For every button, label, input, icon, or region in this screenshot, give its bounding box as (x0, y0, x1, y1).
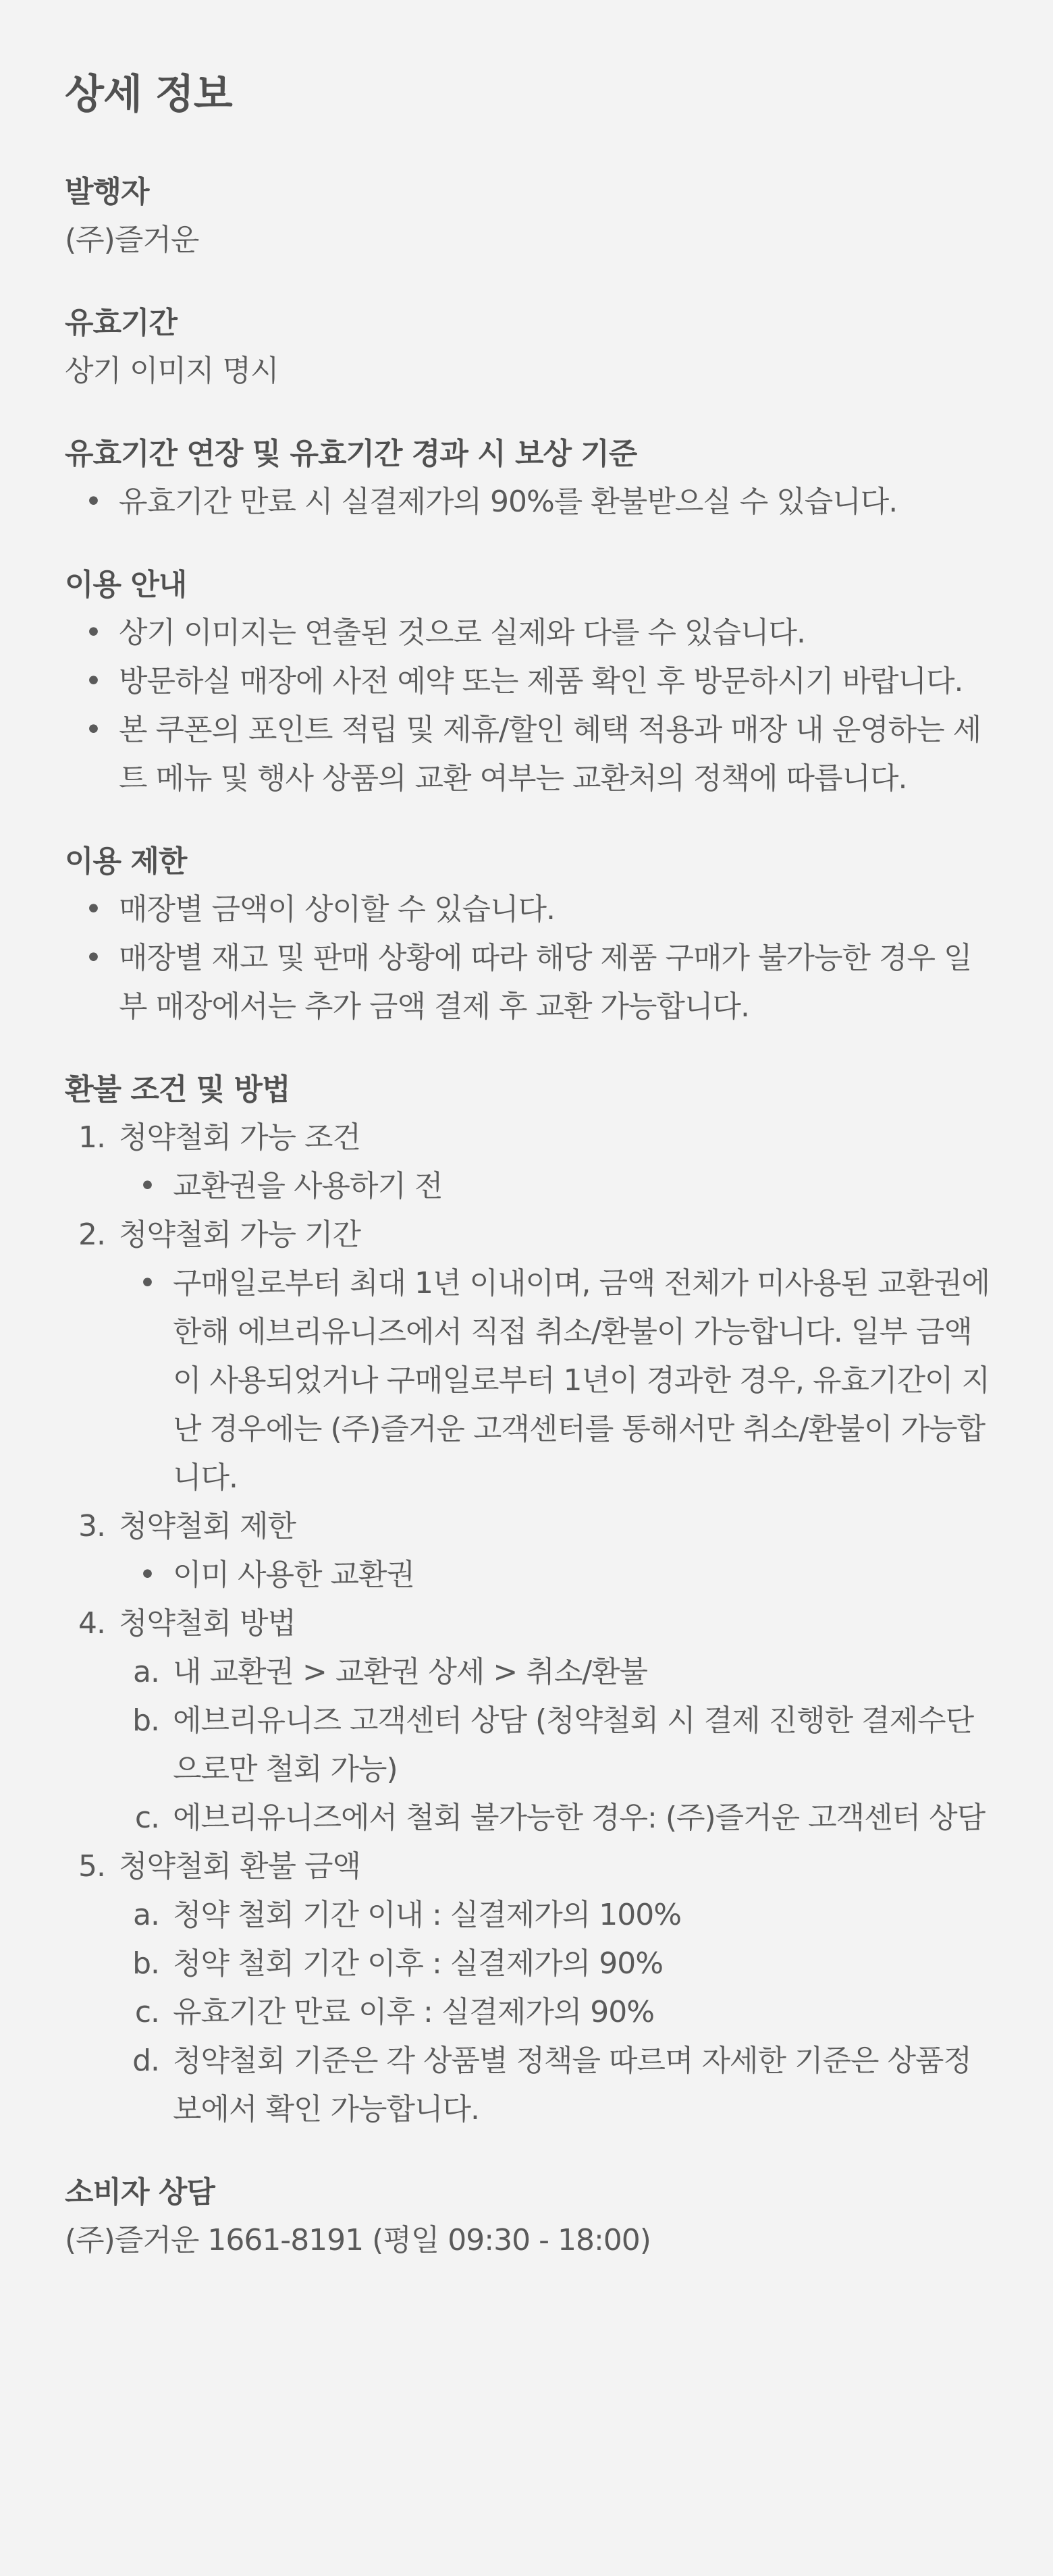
list-item (119, 1697, 992, 1794)
list-item-text: 매장별 재고 및 판매 상황에 따라 해당 제품 구매가 불가능한 경우 일부 매장에서는 추가 금액 결제 후 교환 가능합니다. (119, 941, 972, 1024)
bullet-marker: • (84, 664, 102, 698)
list-item (119, 1988, 992, 2037)
publisher-heading: 발행자 (65, 175, 149, 209)
list-item (65, 934, 992, 1031)
step-sub-list (119, 1891, 992, 2134)
bullet-marker: • (84, 485, 102, 519)
alpha-marker: d. (132, 2044, 159, 2078)
refund-steps (65, 1114, 992, 2134)
step-sub-list (119, 1648, 992, 1842)
step-label: 청약철회 가능 기간 (119, 1217, 361, 1252)
restrictions-section (65, 838, 992, 1031)
refund-heading: 환불 조건 및 방법 (65, 1072, 290, 1107)
alpha-marker: a. (133, 1655, 159, 1689)
step-number: 4. (78, 1606, 105, 1641)
list-item (65, 885, 992, 934)
step-bullets (119, 1259, 992, 1502)
bullet-marker: • (84, 941, 102, 975)
page-title: 상세 정보 (65, 71, 232, 118)
refund-step-5 (65, 1842, 992, 2134)
list-item-text: 이미 사용한 교환권 (173, 1558, 415, 1592)
refund-step-2 (65, 1211, 992, 1502)
list-item-text: 청약 철회 기간 이내 : 실결제가의 100% (173, 1898, 682, 1932)
consultation-section (65, 2169, 992, 2265)
step-bullets (119, 1551, 992, 1599)
refund-step-3 (65, 1502, 992, 1599)
list-item-text: 에브리유니즈에서 철회 불가능한 경우: (주)즐거운 고객센터 상담 (173, 1801, 986, 1835)
bullet-marker: • (138, 1266, 156, 1300)
usage-guide-heading: 이용 안내 (65, 568, 187, 602)
refund-step-4 (65, 1599, 992, 1842)
bullet-marker: • (138, 1558, 156, 1592)
list-item (65, 478, 992, 526)
step-bullets (119, 1162, 992, 1211)
refund-section (65, 1066, 992, 2134)
list-item-text: 상기 이미지는 연출된 것으로 실제와 다를 수 있습니다. (119, 615, 805, 650)
list-item-text: 본 쿠폰의 포인트 적립 및 제휴/할인 혜택 적용과 매장 내 운영하는 세트 메뉴 및 행사 상품의 교환 여부는 교환처의 정책에 따릅니다. (119, 713, 981, 796)
step-label: 청약철회 가능 조건 (119, 1120, 361, 1155)
list-item-text: 매장별 금액이 상이할 수 있습니다. (119, 892, 555, 927)
step-label: 청약철회 제한 (119, 1509, 296, 1543)
list-item (119, 1259, 992, 1502)
list-item-text: 에브리유니즈 고객센터 상담 (청약철회 시 결제 진행한 결제수단으로만 철회 가능) (173, 1703, 974, 1786)
bullet-marker: • (84, 892, 102, 927)
step-label: 청약철회 방법 (119, 1606, 296, 1641)
list-item (65, 706, 992, 803)
restrictions-heading: 이용 제한 (65, 844, 187, 879)
extension-heading: 유효기간 연장 및 유효기간 경과 시 보상 기준 (65, 437, 637, 471)
list-item (119, 1940, 992, 1988)
alpha-marker: b. (132, 1703, 159, 1738)
usage-guide-list (65, 609, 992, 803)
list-item (65, 657, 992, 706)
list-item (65, 609, 992, 657)
extension-list (65, 478, 992, 526)
list-item (119, 1648, 992, 1697)
list-item-text: 청약 철회 기간 이후 : 실결제가의 90% (173, 1946, 664, 1981)
restrictions-list (65, 885, 992, 1031)
bullet-marker: • (84, 713, 102, 747)
refund-step-1 (65, 1114, 992, 1211)
step-number: 5. (78, 1849, 105, 1884)
step-label: 청약철회 환불 금액 (119, 1849, 361, 1884)
list-item-text: 유효기간 만료 이후 : 실결제가의 90% (173, 1995, 655, 2029)
bullet-marker: • (84, 615, 102, 650)
list-item-text: 교환권을 사용하기 전 (173, 1169, 443, 1203)
publisher-value: (주)즐거운 (65, 223, 199, 257)
usage-guide-section (65, 561, 992, 803)
validity-section (65, 300, 992, 395)
step-number: 2. (78, 1217, 105, 1252)
list-item-text: 청약철회 기준은 각 상품별 정책을 따르며 자세한 기준은 상품정보에서 확인 가능합니다. (173, 2044, 971, 2127)
step-number: 1. (78, 1120, 105, 1155)
consultation-value: (주)즐거운 1661-8191 (평일 09:30 - 18:00) (65, 2223, 651, 2257)
list-item (119, 2037, 992, 2134)
list-item (119, 1794, 992, 1842)
list-item-text: 내 교환권 > 교환권 상세 > 취소/환불 (173, 1655, 648, 1689)
validity-heading: 유효기간 (65, 306, 178, 340)
list-item (119, 1551, 992, 1599)
list-item-text: 구매일로부터 최대 1년 이내이며, 금액 전체가 미사용된 교환권에 한해 에브리유니즈에서 직접 취소/환불이 가능합니다. 일부 금액이 사용되었거나 구매일로부터 1년이 경과한 경우, 유효기간이 지난 경우에는 (주)즐거운 고객센터를 통해서만 취소/환불이 가능합니다. (173, 1266, 990, 1495)
list-item-text: 유효기간 만료 시 실결제가의 90%를 환불받으실 수 있습니다. (119, 485, 898, 519)
alpha-marker: b. (132, 1946, 159, 1981)
step-number: 3. (78, 1509, 105, 1543)
list-item (119, 1162, 992, 1211)
alpha-marker: a. (133, 1898, 159, 1932)
extension-section (65, 431, 992, 526)
publisher-section (65, 169, 992, 265)
alpha-marker: c. (134, 1801, 159, 1835)
list-item-text: 방문하실 매장에 사전 예약 또는 제품 확인 후 방문하시기 바랍니다. (119, 664, 963, 698)
consultation-heading: 소비자 상담 (65, 2175, 215, 2210)
list-item (119, 1891, 992, 1940)
alpha-marker: c. (134, 1995, 159, 2029)
validity-value: 상기 이미지 명시 (65, 354, 279, 388)
bullet-marker: • (138, 1169, 156, 1203)
